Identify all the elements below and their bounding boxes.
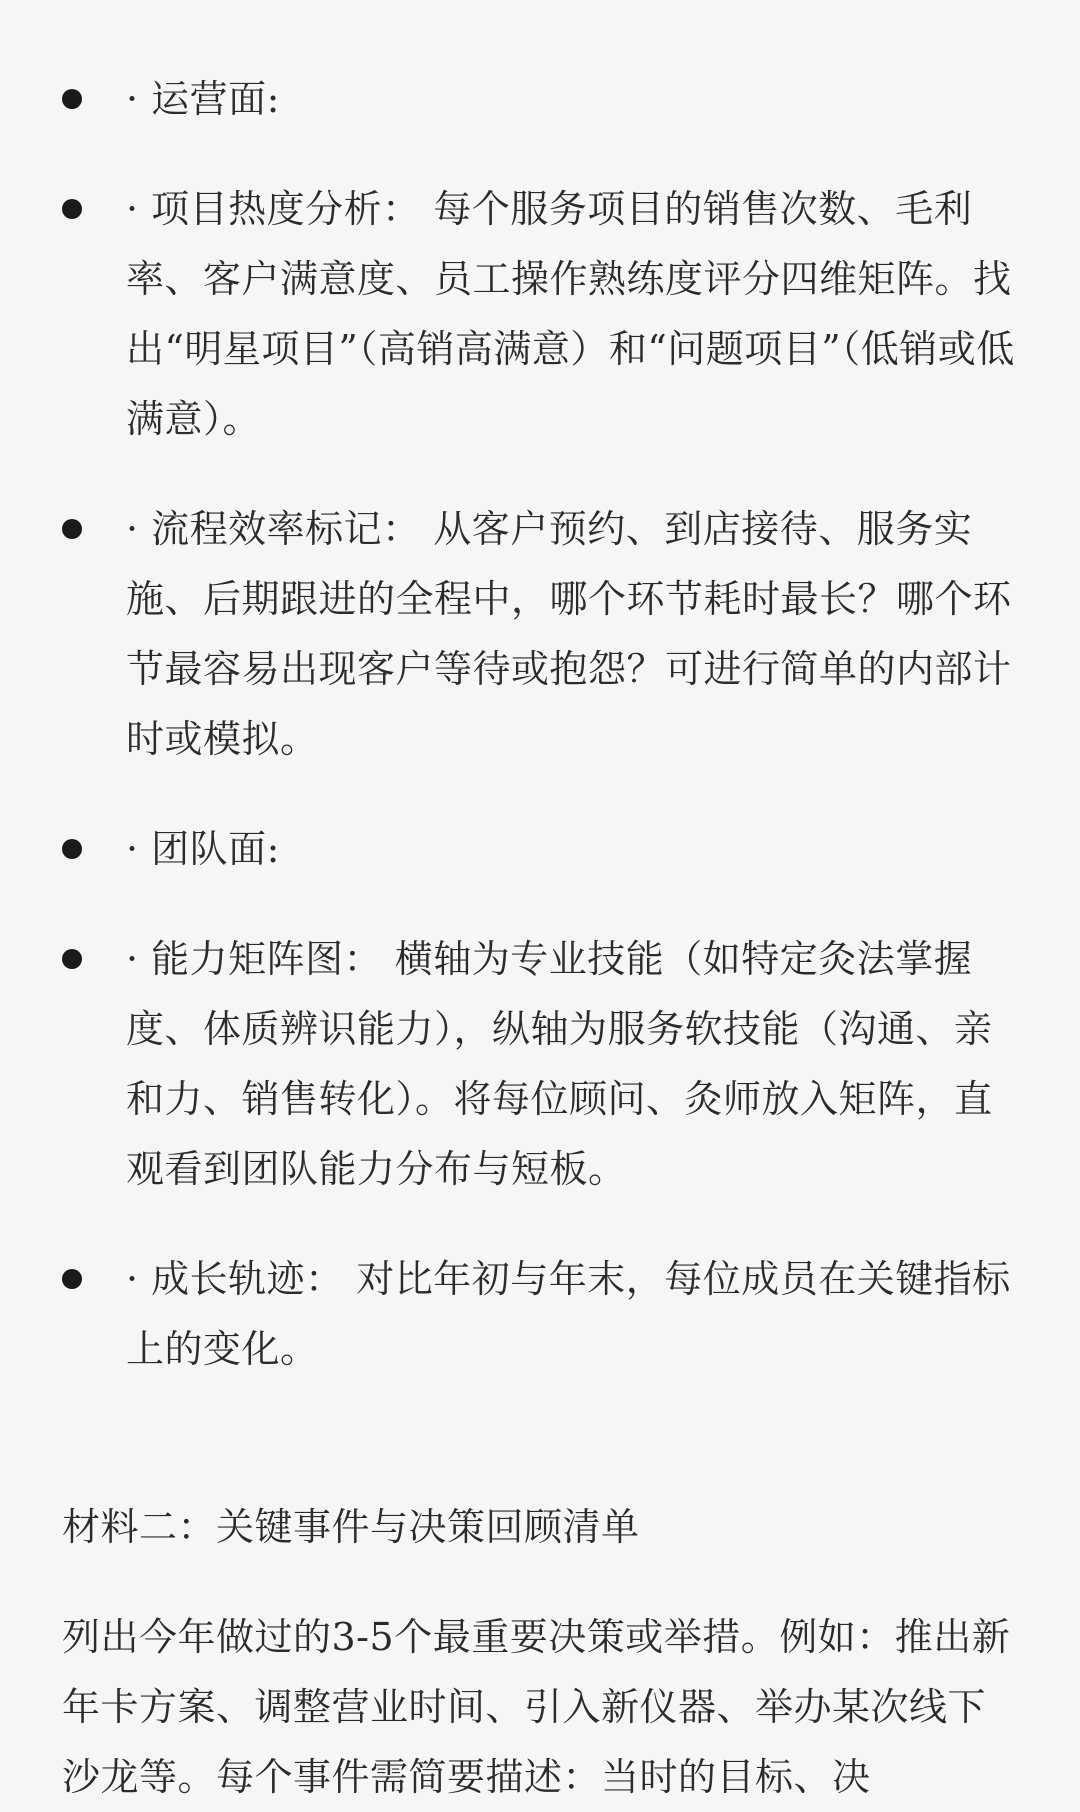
bullet-text: · 团队面:	[126, 827, 280, 871]
bullet-dot-icon	[62, 1269, 82, 1289]
bullet-dot-icon	[62, 199, 82, 219]
bullet-dot-icon	[62, 519, 82, 539]
section-two-heading: 材料二：关键事件与决策回顾清单	[62, 1505, 640, 1549]
bullet-text: · 能力矩阵图： 横轴为专业技能（如特定灸法掌握度、体质辨识能力），纵轴为服务软技能（沟通、亲和力、销售转化）。将每位顾问、灸师放入矩阵，直观看到团队能力分布与短板。	[126, 937, 993, 1191]
bullet-text: · 成长轨迹： 对比年初与年末，每位成员在关键指标上的变化。	[126, 1257, 1011, 1371]
bullet-list	[62, 64, 1020, 1384]
bullet-dot-icon	[62, 89, 82, 109]
bullet-dot-icon	[62, 949, 82, 969]
bullet-item-team	[62, 814, 1020, 884]
section-two-paragraph: 列出今年做过的3-5个最重要决策或举措。例如：推出新年卡方案、调整营业时间、引入新仪器、举办某次线下沙龙等。每个事件需简要描述：当时的目标、决	[62, 1615, 1011, 1799]
bullet-item-process-efficiency	[62, 494, 1020, 774]
bullet-item-capability-matrix	[62, 924, 1020, 1204]
bullet-item-growth-track	[62, 1244, 1020, 1384]
bullet-text: · 运营面:	[126, 77, 280, 121]
bullet-item-operations	[62, 64, 1020, 134]
bullet-text: · 流程效率标记： 从客户预约、到店接待、服务实施、后期跟进的全程中，哪个环节耗时最长？哪个环节最容易出现客户等待或抱怨？可进行简单的内部计时或模拟。	[126, 507, 1012, 761]
bullet-text: · 项目热度分析： 每个服务项目的销售次数、毛利率、客户满意度、员工操作熟练度评分四维矩阵。找出“明星项目”（高销高满意）和“问题项目”（低销或低满意）。	[126, 187, 1015, 441]
bullet-dot-icon	[62, 839, 82, 859]
bullet-item-project-heat	[62, 174, 1020, 454]
